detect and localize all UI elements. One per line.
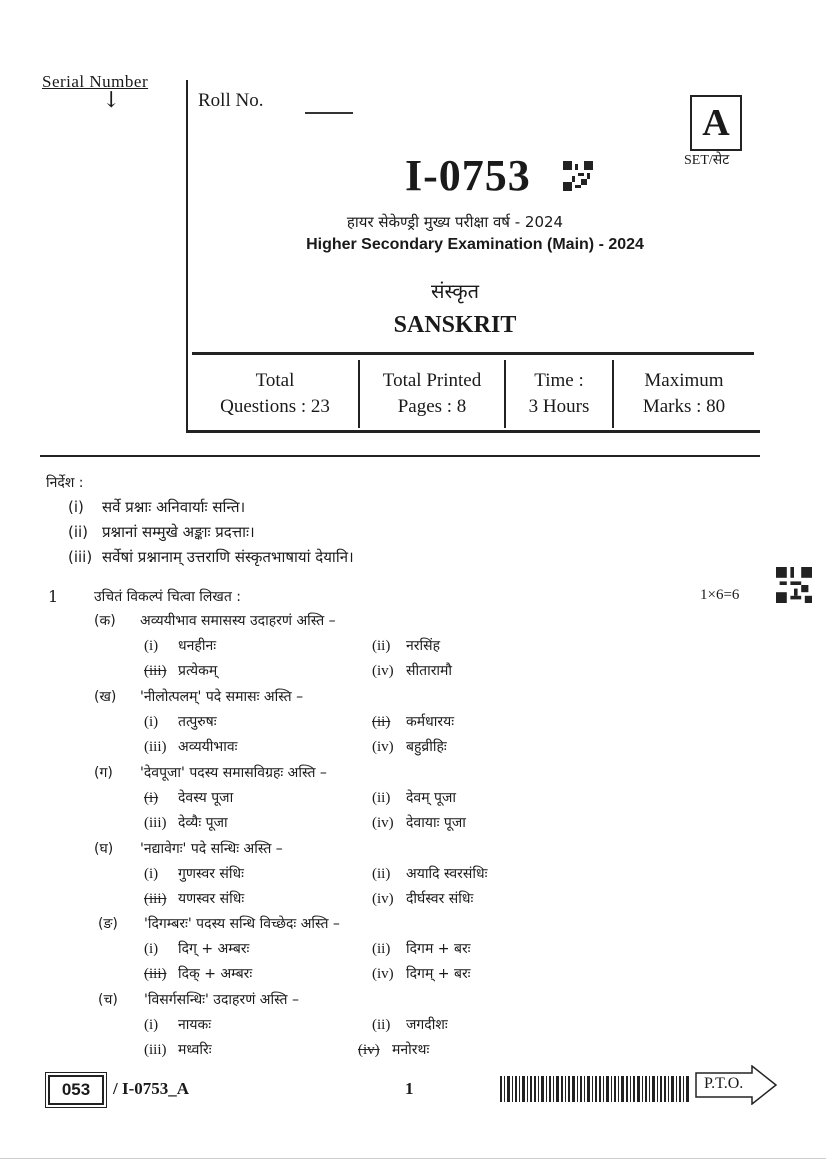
footer-code-box	[48, 1075, 104, 1105]
option-number: (iii)	[144, 663, 167, 679]
option	[372, 1015, 448, 1034]
option-text: यणस्वर संधिः	[178, 891, 245, 907]
info-divider	[192, 352, 754, 355]
sub-question-label: (च)	[98, 992, 118, 1008]
option	[372, 661, 452, 680]
sub-question	[98, 990, 299, 1009]
info-time	[506, 360, 614, 428]
option-number: (iv)	[372, 663, 394, 679]
option-number: (ii)	[372, 866, 391, 882]
qr-code-icon	[776, 567, 812, 603]
instruction-item	[68, 547, 354, 567]
subject-hindi: संस्कृत	[430, 279, 480, 303]
instruction-text: सर्वेषां प्रश्नानाम् उत्तराणि संस्कृतभाषायां देयानि।	[102, 548, 354, 566]
option-number: (ii)	[372, 790, 391, 806]
option-number: (i)	[144, 714, 159, 730]
option	[144, 737, 237, 756]
option-text: जगदीशः	[406, 1017, 448, 1033]
option-marked	[144, 964, 252, 983]
info-value: Pages : 8	[397, 396, 467, 417]
option-number: (ii)	[372, 1017, 391, 1033]
instructions-heading: निर्देश :	[46, 475, 84, 491]
option	[144, 712, 217, 731]
option-number: (iv)	[372, 891, 394, 907]
option-number: (iv)	[358, 1042, 380, 1058]
option-text: बहुव्रीहिः	[406, 739, 447, 755]
option-text: नायकः	[178, 1017, 212, 1033]
option-text: मध्वरिः	[178, 1042, 212, 1058]
instruction-number: (i)	[68, 498, 84, 516]
option-number: (ii)	[372, 941, 391, 957]
option	[144, 939, 249, 958]
sub-question-label: (ङ)	[98, 916, 118, 932]
option-text: कर्मधारयः	[406, 714, 455, 730]
sub-question-text: 'नद्यावेगः' पदे सन्धिः अस्ति –	[140, 841, 283, 857]
sub-question	[94, 763, 327, 782]
option-marked	[144, 661, 217, 680]
exam-title-english: Higher Secondary Examination (Main) - 2024	[306, 236, 644, 253]
qr-code-icon	[563, 161, 593, 191]
sub-question-label: (ग)	[94, 765, 113, 781]
set-letter-box	[690, 95, 742, 151]
sub-question	[98, 914, 340, 933]
info-value: 3 Hours	[528, 396, 590, 417]
sub-question-text: 'नीलोत्पलम्' पदे समासः अस्ति –	[140, 689, 304, 705]
question-number: 1	[48, 587, 59, 606]
serial-number-label: Serial Number	[42, 72, 149, 91]
option-number: (i)	[144, 866, 159, 882]
info-pages	[360, 360, 506, 428]
exam-info-table	[192, 360, 754, 430]
option	[372, 889, 473, 908]
option-text: सीतारामौ	[406, 663, 453, 679]
sub-question-label: (घ)	[94, 841, 114, 857]
option-marked	[372, 712, 454, 731]
down-arrow-icon: ↓	[102, 88, 121, 113]
option	[372, 813, 466, 832]
option-number: (iv)	[372, 739, 394, 755]
option-text: दीर्घस्वर संधिः	[406, 891, 474, 907]
option-text: दिगम + बरः	[406, 941, 471, 957]
option-number: (ii)	[372, 714, 391, 730]
section-divider	[40, 455, 760, 457]
option-marked	[358, 1040, 429, 1059]
instruction-text: प्रश्नानां सम्मुखे अङ्काः प्रदत्ताः।	[102, 523, 255, 541]
option	[144, 636, 216, 655]
instruction-text: सर्वे प्रश्नाः अनिवार्याः सन्ति।	[102, 498, 246, 516]
option-number: (iv)	[372, 966, 394, 982]
option-text: देव्यैः पूजा	[178, 815, 228, 831]
option	[144, 813, 228, 832]
question-marks: 1×6=6	[700, 587, 740, 603]
instruction-number: (ii)	[68, 523, 89, 541]
option-text: प्रत्येकम्	[178, 663, 218, 679]
option-number: (iii)	[144, 891, 167, 907]
option	[144, 1015, 211, 1034]
pto-label: P.T.O.	[704, 1075, 744, 1092]
option-text: देवम् पूजा	[406, 790, 457, 806]
sub-question-text: 'विसर्गसन्धिः' उदाहरणं अस्ति –	[144, 992, 299, 1008]
sub-question	[94, 839, 283, 858]
info-label: Time :	[534, 370, 584, 391]
info-value: Questions : 23	[220, 396, 330, 417]
option	[372, 636, 440, 655]
option-number: (iii)	[144, 815, 167, 831]
option-text: देवस्य पूजा	[178, 790, 234, 806]
option-text: गुणस्वर संधिः	[178, 866, 244, 882]
set-label: SET/सेट	[684, 153, 730, 168]
sub-question-label: (क)	[94, 613, 116, 629]
option	[372, 864, 487, 883]
roll-number-label: Roll No.	[198, 90, 264, 111]
option	[372, 788, 456, 807]
option	[144, 864, 244, 883]
info-label: Total	[255, 370, 295, 391]
option-number: (i)	[144, 941, 159, 957]
sub-question-label: (ख)	[94, 689, 117, 705]
option-number: (iv)	[372, 815, 394, 831]
option-text: दिग् + अम्बरः	[178, 941, 250, 957]
option-text: तत्पुरुषः	[178, 714, 217, 730]
sub-question-text: 'देवपूजा' पदस्य समासविग्रहः अस्ति –	[140, 765, 327, 781]
pto-arrow	[694, 1065, 778, 1105]
instruction-item	[68, 497, 245, 517]
set-letter: A	[702, 102, 730, 144]
info-marks	[614, 360, 754, 428]
instruction-number: (iii)	[68, 548, 93, 566]
exam-title-hindi: हायर सेकेण्ड्री मुख्य परीक्षा वर्ष - 2024	[346, 213, 564, 231]
info-value: Marks : 80	[642, 396, 726, 417]
option-number: (iii)	[144, 1042, 167, 1058]
option-text: नरसिंह	[406, 638, 441, 654]
sub-question	[94, 611, 336, 630]
option-text: धनहीनः	[178, 638, 217, 654]
option-text: दिगम् + बरः	[406, 966, 471, 982]
option-number: (i)	[144, 1017, 159, 1033]
option-number: (iii)	[144, 966, 167, 982]
option	[372, 939, 471, 958]
paper-code: I-0753	[405, 151, 531, 200]
option	[144, 1040, 212, 1059]
option-text: दिक् + अम्बरः	[178, 966, 253, 982]
option-number: (i)	[144, 638, 159, 654]
option	[372, 737, 447, 756]
info-questions	[192, 360, 360, 428]
option-number: (ii)	[372, 638, 391, 654]
info-label: Maximum	[644, 370, 724, 391]
instruction-item	[68, 522, 255, 542]
subject-english: SANSKRIT	[393, 312, 517, 338]
info-label: Total Printed	[382, 370, 482, 391]
sub-question-text: 'दिगम्बरः' पदस्य सन्धि विच्छेदः अस्ति –	[144, 916, 340, 932]
option-number: (i)	[144, 790, 159, 806]
roll-number-redaction	[305, 112, 353, 114]
option-text: देवायाः पूजा	[406, 815, 466, 831]
barcode-icon	[500, 1076, 690, 1102]
option	[372, 964, 471, 983]
option-text: अयादि स्वरसंधिः	[406, 866, 488, 882]
page-number: 1	[405, 1079, 414, 1098]
question-text: उचितं विकल्पं चित्वा लिखत :	[94, 589, 241, 605]
option-text: अव्ययीभावः	[178, 739, 238, 755]
option-marked	[144, 788, 233, 807]
sub-question	[94, 687, 303, 706]
footer-code: 053	[61, 1080, 91, 1099]
sub-question-text: अव्ययीभाव समासस्य उदाहरणं अस्ति –	[140, 613, 336, 629]
option-marked	[144, 889, 244, 908]
option-text: मनोरथः	[392, 1042, 430, 1058]
page-edge	[0, 1158, 826, 1159]
option-number: (iii)	[144, 739, 167, 755]
footer-paper-ref: / I-0753_A	[113, 1079, 190, 1098]
